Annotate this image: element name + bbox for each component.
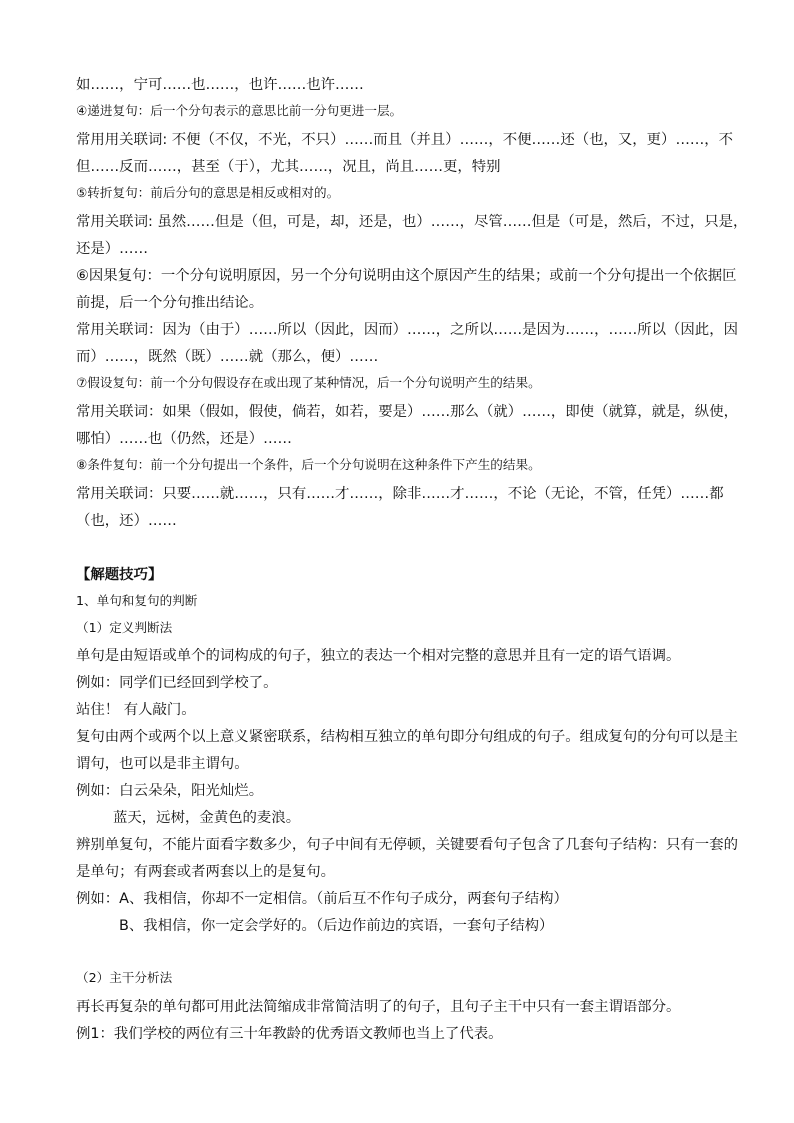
text-line: 常用关联词：如果（假如，假使，倘若，如若，要是）……那么（就）……，即使（就算，就是，纵使， — [76, 404, 738, 420]
subsection-heading: （2）主干分析法 — [76, 970, 173, 985]
text-line: 哪怕）……也（仍然，还是）…… — [76, 431, 292, 447]
text-line: ⑦假设复句：前一个分句假设存在或出现了某种情况，后一个分句说明产生的结果。 — [76, 375, 541, 390]
text-line: 但……反而……，甚至（于），尤其……，况且，尚且……更，特别 — [76, 159, 501, 175]
text-line: 辨别单复句，不能片面看字数多少，句子中间有无停顿，关键要看句子包含了几套句子结构：只有一套的 — [76, 837, 738, 853]
text-line: ⑤转折复句：前后分句的意思是相反或相对的。 — [76, 185, 340, 200]
text-line: 而）……，既然（既）……就（那么，便）…… — [76, 349, 379, 365]
subsection-heading: （1）定义判断法 — [76, 620, 173, 635]
text-line: 常用用关联词: 不便（不仅，不光，不只）……而且（并且）……，不便……还（也，又，更）……，不 — [76, 132, 734, 148]
subsection-heading: 1、单句和复句的判断 — [76, 593, 198, 608]
text-line: B、我相信，你一定会学好的。（后边作前边的宾语，一套句子结构） — [119, 918, 554, 934]
text-line: 单句是由短语或单个的词构成的句子，独立的表达一个相对完整的意思并且有一定的语气语调。 — [76, 648, 681, 664]
text-line: 常用关联词：只要……就……，只有……才……，除非……才……，不论（无论，不管，任凭）……都 — [76, 486, 724, 502]
text-line: （也，还）…… — [76, 513, 177, 529]
text-line: 如……，宁可……也……，也许……也许…… — [76, 77, 364, 93]
text-line: 是单句；有两套或者两套以上的是复句。 — [76, 864, 336, 880]
text-line: ⑧条件复句：前一个分句提出一个条件，后一个分句说明在这种条件下产生的结果。 — [76, 457, 541, 472]
text-line: 还是）…… — [76, 241, 148, 257]
text-line: 前提，后一个分句推出结论。 — [76, 295, 264, 311]
text-line: 站住！ 有人敲门。 — [76, 702, 196, 718]
text-line: 再长再复杂的单句都可用此法简缩成非常简洁明了的句子，且句子主干中只有一套主谓语部分。 — [76, 999, 681, 1015]
text-line: 谓句，也可以是非主谓句。 — [76, 756, 249, 772]
text-line: 蓝天，远树，金黄色的麦浪。 — [113, 810, 301, 826]
text-line: 例如：白云朵朵，阳光灿烂。 — [76, 783, 264, 799]
text-line: ⑥因果复句：一个分句说明原因，另一个分句说明由这个原因产生的结果；或前一个分句提出一个依据叵 — [76, 268, 737, 284]
section-heading: 【解题技巧】 — [76, 567, 163, 583]
text-line: 常用关联词: 虽然……但是（但，可是，却，还是，也）……，尽管……但是（可是，然后，不过，只是， — [76, 214, 748, 230]
text-line: 复句由两个或两个以上意义紧密联系，结构相互独立的单句即分句组成的句子。组成复句的分句可以是主 — [76, 729, 738, 745]
text-line: 例如：A、我相信，你却不一定相信。（前后互不作句子成分，两套句子结构） — [76, 891, 568, 907]
text-line: 例如：同学们已经回到学校了。 — [76, 675, 278, 691]
text-line: 例1：我们学校的两位有三十年教龄的优秀语文教师也当上了代表。 — [76, 1026, 503, 1042]
text-line: 常用关联词：因为（由于）……所以（因此，因而）……，之所以……是因为……，……所以（因此，因 — [76, 322, 738, 338]
text-line: ④递进复句：后一个分句表示的意思比前一分句更进一层。 — [76, 103, 403, 118]
